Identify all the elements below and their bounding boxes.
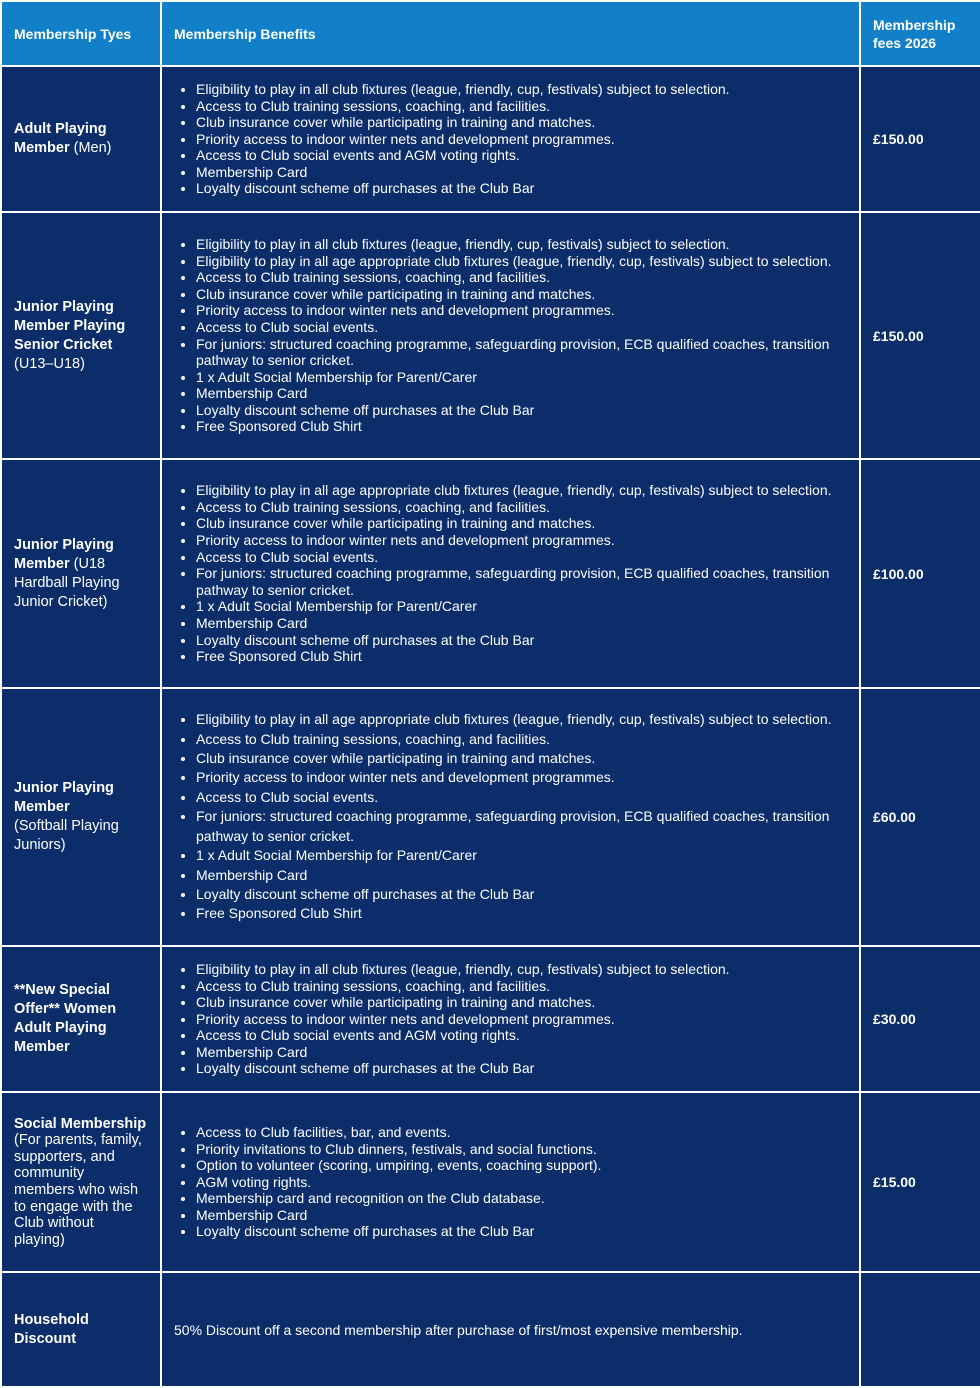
benefit-item: • Membership Card [196,164,849,181]
benefit-item: • For juniors: structured coaching programme, safeguarding provision, ECB qualified coaches, transition pathway to senior cricket. [196,565,849,598]
benefit-item: • Priority access to indoor winter nets and development programmes. [196,302,849,319]
benefit-item: • Loyalty discount scheme off purchases at the Club Bar [196,1223,849,1240]
membership-type [1,1092,161,1272]
benefit-item: • For juniors: structured coaching programme, safeguarding provision, ECB qualified coaches, transition pathway to senior cricket. [196,807,849,846]
header-membership-benefits: Membership Benefits [161,1,860,66]
household-type-name: Household Discount [14,1311,89,1347]
membership-type-name: **New Special Offer** Women Adult Playing Member [14,982,117,1055]
benefit-item: • Access to Club social events and AGM voting rights. [196,147,849,164]
benefit-item: • Loyalty discount scheme off purchases at the Club Bar [196,632,849,649]
membership-type [1,66,161,212]
benefit-item: • Loyalty discount scheme off purchases at the Club Bar [196,402,849,419]
membership-fee: £100.00 [860,459,980,688]
membership-type-name: Social Membership [14,1115,147,1132]
benefit-item: • Access to Club social events. [196,319,849,336]
benefit-item: • Membership Card [196,1207,849,1224]
benefit-item: • Access to Club training sessions, coaching, and facilities. [196,730,849,749]
benefit-list [174,81,849,197]
header-membership-types: Membership Tyes [1,1,161,66]
membership-type-name: Junior Playing Member Playing Senior Cricket [14,298,126,353]
benefit-item: • Eligibility to play in all age appropriate club fixtures (league, friendly, cup, festivals) subject to selection. [196,482,849,499]
benefit-list [174,482,849,665]
benefit-item: • Access to Club social events and AGM voting rights. [196,1027,849,1044]
header-membership-fees [860,1,980,66]
benefit-list [174,236,849,435]
benefit-item: • Priority invitations to Club dinners, festivals, and social functions. [196,1141,849,1158]
benefit-item: • Membership Card [196,615,849,632]
benefit-item: • 1 x Adult Social Membership for Parent/Carer [196,598,849,615]
membership-fee: £30.00 [860,946,980,1092]
benefit-item: • Club insurance cover while participating in training and matches. [196,515,849,532]
membership-fee: £15.00 [860,1092,980,1272]
benefit-item: • Loyalty discount scheme off purchases at the Club Bar [196,885,849,904]
benefit-item: • For juniors: structured coaching programme, safeguarding provision, ECB qualified coaches, transition pathway to senior cricket. [196,336,849,369]
benefit-item: • Club insurance cover while participating in training and matches. [196,994,849,1011]
membership-type [1,946,161,1092]
benefit-item: • Access to Club training sessions, coaching, and facilities. [196,98,849,115]
benefit-item: • Access to Club training sessions, coaching, and facilities. [196,269,849,286]
benefit-item: • Free Sponsored Club Shirt [196,418,849,435]
membership-benefits [161,946,860,1092]
benefit-item: • Priority access to indoor winter nets and development programmes. [196,131,849,148]
membership-type [1,212,161,459]
benefit-item: • Membership Card [196,385,849,402]
benefit-item: • Membership Card [196,866,849,885]
benefit-item: • Eligibility to play in all club fixtures (league, friendly, cup, festivals) subject to selection. [196,236,849,253]
membership-row-junior-hardball [1,459,980,688]
benefit-item: • Eligibility to play in all club fixtures (league, friendly, cup, festivals) subject to selection. [196,81,849,98]
membership-type-note: (Men) [69,140,112,156]
benefit-item: • Access to Club facilities, bar, and events. [196,1124,849,1141]
benefit-item: • Access to Club training sessions, coaching, and facilities. [196,499,849,516]
benefit-item: • Option to volunteer (scoring, umpiring, events, coaching support). [196,1157,849,1174]
header-fees-line1: Membership [873,16,956,33]
household-type [1,1272,161,1387]
benefit-item: • Priority access to indoor winter nets and development programmes. [196,532,849,549]
benefit-item: • Membership card and recognition on the Club database. [196,1190,849,1207]
benefit-item: • Club insurance cover while participating in training and matches. [196,114,849,131]
benefit-item: • 1 x Adult Social Membership for Parent/Carer [196,846,849,865]
benefit-item: • Club insurance cover while participating in training and matches. [196,286,849,303]
benefit-item: • Access to Club social events. [196,788,849,807]
membership-benefits [161,688,860,946]
membership-type [1,688,161,946]
benefit-list [174,710,849,923]
benefit-item: • Club insurance cover while participating in training and matches. [196,749,849,768]
household-discount-text: 50% Discount off a second membership after purchase of first/most expensive membership. [161,1272,860,1387]
membership-benefits [161,1092,860,1272]
household-discount-row [1,1272,980,1387]
membership-type-note: (Softball Playing Juniors) [14,818,119,853]
household-fee [860,1272,980,1387]
membership-type-note: (U13–U18) [14,355,85,372]
benefit-item: • Loyalty discount scheme off purchases at the Club Bar [196,180,849,197]
benefit-item: • Access to Club training sessions, coaching, and facilities. [196,978,849,995]
benefit-list [174,961,849,1077]
membership-fee: £150.00 [860,212,980,459]
membership-type-note: (U18 Hardball Playing Junior Cricket) [14,555,120,610]
membership-type-name: Junior Playing Member [14,536,114,572]
header-fees-line2: fees 2026 [873,34,937,51]
membership-row-adult [1,66,980,212]
benefit-item: • Eligibility to play in all age appropriate club fixtures (league, friendly, cup, festivals) subject to selection. [196,710,849,729]
benefit-item: • Free Sponsored Club Shirt [196,904,849,923]
membership-type [1,459,161,688]
benefit-item: • Access to Club social events. [196,549,849,566]
membership-row-junior-senior [1,212,980,459]
benefit-item: • Loyalty discount scheme off purchases at the Club Bar [196,1060,849,1077]
membership-benefits [161,212,860,459]
benefit-item: • Free Sponsored Club Shirt [196,648,849,665]
benefit-item: • Eligibility to play in all age appropriate club fixtures (league, friendly, cup, festivals) subject to selection. [196,253,849,270]
membership-type-name: Junior Playing Member [14,780,114,815]
membership-fee: £60.00 [860,688,980,946]
benefit-list [174,1124,849,1240]
membership-fee: £150.00 [860,66,980,212]
benefit-item: • AGM voting rights. [196,1174,849,1191]
benefit-item: • Membership Card [196,1044,849,1061]
membership-row-social [1,1092,980,1272]
membership-row-women-adult [1,946,980,1092]
membership-benefits [161,459,860,688]
header-row [1,1,980,66]
membership-benefits [161,66,860,212]
benefit-item: • Priority access to indoor winter nets and development programmes. [196,1011,849,1028]
membership-type-note: (For parents, family, supporters, and community members who wish to engage with the Club without playing) [14,1132,142,1248]
membership-type-name: Adult Playing Member [14,121,107,156]
membership-row-junior-softball [1,688,980,946]
benefit-item: • Priority access to indoor winter nets and development programmes. [196,768,849,787]
benefit-item: • 1 x Adult Social Membership for Parent/Carer [196,369,849,386]
benefit-item: • Eligibility to play in all club fixtures (league, friendly, cup, festivals) subject to selection. [196,961,849,978]
